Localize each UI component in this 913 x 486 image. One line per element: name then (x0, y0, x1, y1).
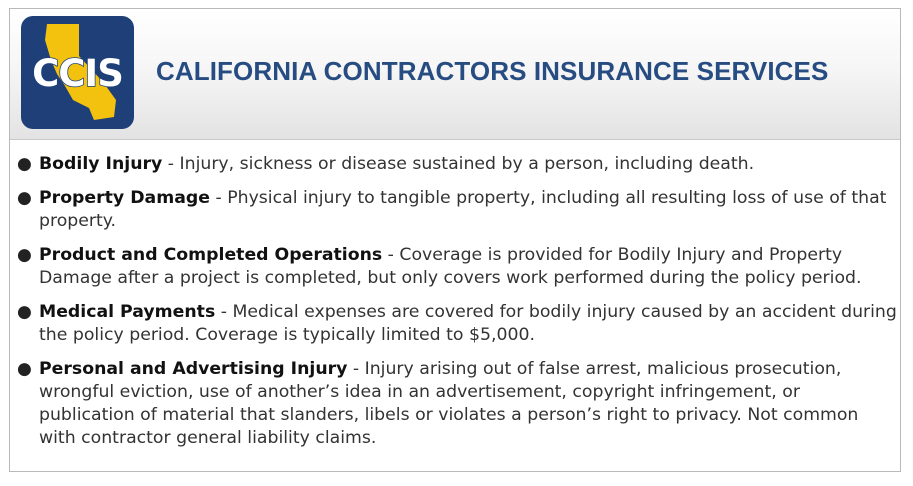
coverage-card (9, 8, 901, 472)
coverage-term: Personal and Advertising Injury (39, 359, 348, 379)
bullet-icon: ● (17, 188, 32, 208)
list-item (17, 187, 900, 233)
coverage-description: - Injury arising out of false arrest, malicious prosecution, wrongful eviction, use of another’s idea in an advertisement, copyright infringement, or publication of material that slanders, libels or violates a person’s right to privacy. Not common with contractor general liability claims. (39, 359, 859, 448)
coverage-description: - Injury, sickness or disease sustained by a person, including death. (162, 154, 755, 174)
coverage-term: Product and Completed Operations (39, 245, 383, 265)
logo-text: CCIS (32, 52, 123, 95)
bullet-icon: ● (17, 154, 32, 174)
list-item (17, 153, 900, 176)
list-item (17, 301, 900, 347)
bullet-icon: ● (17, 359, 32, 379)
coverage-term: Bodily Injury (39, 154, 163, 174)
coverage-list (10, 153, 900, 461)
bullet-icon: ● (17, 245, 32, 265)
list-item (17, 358, 900, 450)
coverage-description: - Medical expenses are covered for bodily injury caused by an accident during the policy period. Coverage is typically limited to $5,000. (39, 302, 897, 345)
coverage-description: - Coverage is provided for Bodily Injury and Property Damage after a project is completed, but only covers work performed during the policy period. (39, 245, 862, 288)
page-header (10, 9, 900, 140)
ccis-logo (21, 16, 134, 129)
coverage-term: Medical Payments (39, 302, 216, 322)
list-item (17, 244, 900, 290)
bullet-icon: ● (17, 302, 32, 322)
coverage-term: Property Damage (39, 188, 210, 208)
coverage-description: - Physical injury to tangible property, including all resulting loss of use of that property. (39, 188, 887, 231)
company-name: CALIFORNIA CONTRACTORS INSURANCE SERVICES (156, 56, 829, 86)
